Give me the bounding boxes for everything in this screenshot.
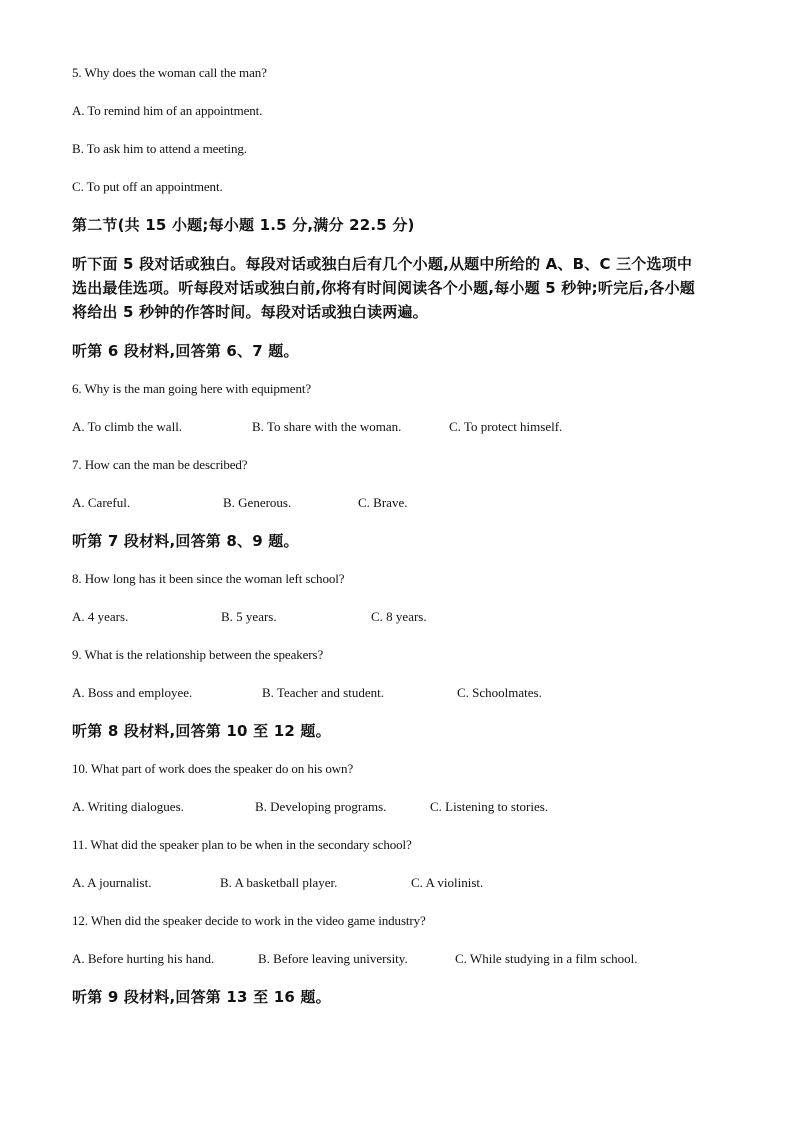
material-8-heading: 听第 8 段材料,回答第 10 至 12 题。	[72, 722, 331, 740]
material-7-heading: 听第 7 段材料,回答第 8、9 题。	[72, 532, 299, 550]
question-9: 9. What is the relationship between the speakers?	[72, 647, 324, 662]
q6-option-c: C. To protect himself.	[449, 419, 563, 434]
q10-option-a: A. Writing dialogues.	[72, 799, 184, 814]
q12-option-c: C. While studying in a film school.	[455, 951, 638, 966]
q9-option-c: C. Schoolmates.	[457, 685, 542, 700]
q12-option-a: A. Before hurting his hand.	[72, 951, 215, 966]
question-10: 10. What part of work does the speaker do on his own?	[72, 761, 354, 776]
q6-option-b: B. To share with the woman.	[252, 419, 402, 434]
section-2-heading: 第二节(共 15 小题;每小题 1.5 分,满分 22.5 分)	[72, 216, 415, 234]
question-11: 11. What did the speaker plan to be when in the secondary school?	[72, 837, 412, 852]
q8-option-c: C. 8 years.	[371, 609, 427, 624]
q10-option-c: C. Listening to stories.	[430, 799, 549, 814]
q10-option-b: B. Developing programs.	[255, 799, 387, 814]
q11-option-a: A. A journalist.	[72, 875, 152, 890]
question-6: 6. Why is the man going here with equipment?	[72, 381, 312, 396]
q7-option-a: A. Careful.	[72, 495, 131, 510]
material-6-heading: 听第 6 段材料,回答第 6、7 题。	[72, 342, 299, 360]
q8-option-b: B. 5 years.	[221, 609, 277, 624]
section-2-instruction-2: 选出最佳选项。听每段对话或独白前,你将有时间阅读各个小题,每小题 5 秒钟;听完后,各小题	[72, 279, 695, 297]
q9-option-a: A. Boss and employee.	[72, 685, 193, 700]
section-2-instruction-3: 将给出 5 秒钟的作答时间。每段对话或独白读两遍。	[72, 303, 428, 321]
question-8: 8. How long has it been since the woman left school?	[72, 571, 345, 586]
q9-option-b: B. Teacher and student.	[262, 685, 384, 700]
question-5: 5. Why does the woman call the man?	[72, 65, 267, 80]
material-9-heading: 听第 9 段材料,回答第 13 至 16 题。	[72, 988, 331, 1006]
q7-option-b: B. Generous.	[223, 495, 292, 510]
q11-option-c: C. A violinist.	[411, 875, 484, 890]
q11-option-b: B. A basketball player.	[220, 875, 338, 890]
q12-option-b: B. Before leaving university.	[258, 951, 408, 966]
q8-option-a: A. 4 years.	[72, 609, 129, 624]
q5-option-b: B. To ask him to attend a meeting.	[72, 141, 247, 156]
section-2-instruction-1: 听下面 5 段对话或独白。每段对话或独白后有几个小题,从题中所给的 A、B、C 三个选项中	[72, 255, 693, 273]
q6-option-a: A. To climb the wall.	[72, 419, 183, 434]
question-12: 12. When did the speaker decide to work in the video game industry?	[72, 913, 426, 928]
q7-option-c: C. Brave.	[358, 495, 408, 510]
q5-option-a: A. To remind him of an appointment.	[72, 103, 263, 118]
question-7: 7. How can the man be described?	[72, 457, 248, 472]
q5-option-c: C. To put off an appointment.	[72, 179, 223, 194]
